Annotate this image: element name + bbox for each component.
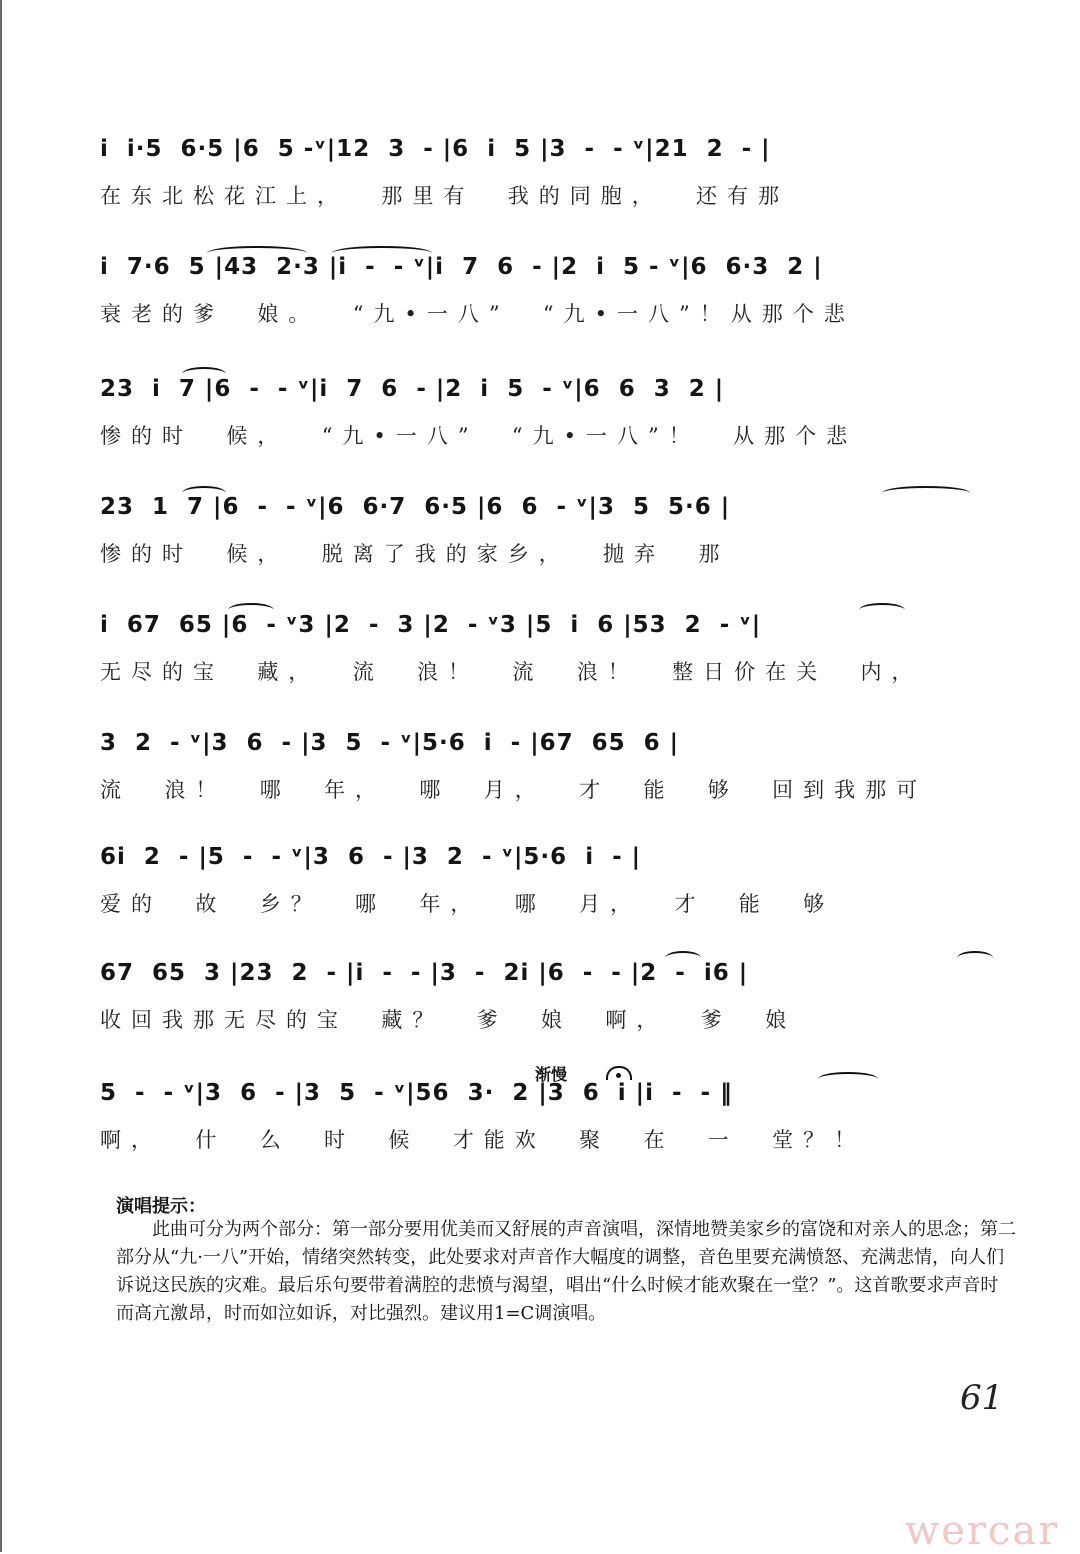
tie-mark <box>882 486 970 500</box>
tie-mark <box>182 367 226 381</box>
tie-mark <box>859 603 905 617</box>
score-line-7 <box>100 844 1030 918</box>
score-line-2 <box>100 254 1030 328</box>
notation: i i·5 6·5 |6 5 -ᵛ|12 3 - |6 i 5 |3 - - ᵛ|21 2 - | <box>100 136 771 162</box>
watermark: wercar <box>905 1508 1060 1554</box>
tempo-mark: 渐慢 <box>535 1065 568 1084</box>
notation: 23 1 7 |6 - - ᵛ|6 6·7 6·5 |6 6 - ᵛ|3 5 5·6 | <box>100 494 731 520</box>
lyrics: 在东北松花江上， 那里有 我的同胞， 还有那 <box>100 184 790 208</box>
tie-mark <box>957 951 993 965</box>
notation: i 7·6 5 |43 2·3 |i - - ᵛ|i 7 6 - |2 i 5 - ᵛ|6 6·3 2 | <box>100 254 823 280</box>
tie-mark <box>182 486 226 500</box>
notation: i 67 65 |6 - ᵛ3 |2 - 3 |2 - ᵛ3 |5 i 6 |53 2 - ᵛ| <box>100 612 762 638</box>
score-line-1 <box>100 136 1030 210</box>
tie-mark <box>228 603 274 617</box>
page-number: 61 <box>960 1378 1004 1418</box>
lyrics: 爱的 故 乡？ 哪 年， 哪 月， 才 能 够 <box>100 892 835 916</box>
notation: 6i 2 - |5 - - ᵛ|3 6 - |3 2 - ᵛ|5·6 i - | <box>100 844 642 870</box>
tie-mark <box>665 951 701 965</box>
page-edge <box>0 0 2 1552</box>
score-line-9 <box>100 1080 1030 1154</box>
fermata-icon <box>606 1066 632 1080</box>
lyrics: 惨的时 候， 脱离了我的家乡， 抛弃 那 <box>100 542 730 566</box>
lyrics: 流 浪！ 哪 年， 哪 月， 才 能 够 回到我那可 <box>100 778 928 802</box>
tie-mark <box>818 1072 878 1086</box>
notation: 3 2 - ᵛ|3 6 - |3 5 - ᵛ|5·6 i - |67 65 6 | <box>100 730 680 756</box>
tie-mark <box>332 246 432 260</box>
singing-tips-body: 此曲可分为两个部分：第一部分要用优美而又舒展的声音演唱，深情地赞美家乡的富饶和对亲人的思念；第二部分从“九·一八”开始，情绪突然转变，此处要求对声音作大幅度的调整，音色里要充满愤怒、充满悲情，向人们诉说这民族的灾难。最后乐句要带着满腔的悲愤与渴望，唱出“什么时候才能欢聚在一堂？”。这首歌要求声音时而高亢激昂，时而如泣如诉，对比强烈。建议用1=C调演唱。 <box>116 1219 1016 1324</box>
tie-mark <box>207 246 307 260</box>
lyrics: 惨的时 候， “九•一八” “九•一八”！ 从那个悲 <box>100 424 858 448</box>
notation: 23 i 7 |6 - - ᵛ|i 7 6 - |2 i 5 - ᵛ|6 6 3 2 | <box>100 376 725 402</box>
notation: 5 - - ᵛ|3 6 - |3 5 - ᵛ|56 3· 2 |3 6 i |i - - ‖ <box>100 1080 733 1106</box>
score-line-5 <box>100 612 1030 686</box>
score-line-6 <box>100 730 1030 804</box>
notation: 67 65 3 |23 2 - |i - - |3 - 2i |6 - - |2 - i6 | <box>100 960 749 986</box>
score-line-4 <box>100 494 1030 568</box>
score-line-3 <box>100 376 1030 450</box>
lyrics: 啊， 什 么 时 候 才能欢 聚 在 一 堂？！ <box>100 1128 866 1152</box>
lyrics: 衰老的爹 娘。 “九•一八” “九•一八”！从那个悲 <box>100 302 855 326</box>
lyrics: 无尽的宝 藏， 流 浪！ 流 浪！ 整日价在关 内， <box>100 660 923 684</box>
singing-tips-title: 演唱提示： <box>116 1196 206 1216</box>
score-line-8 <box>100 960 1030 1034</box>
lyrics: 收回我那无尽的宝 藏？ 爹 娘 啊， 爹 娘 <box>100 1008 797 1032</box>
